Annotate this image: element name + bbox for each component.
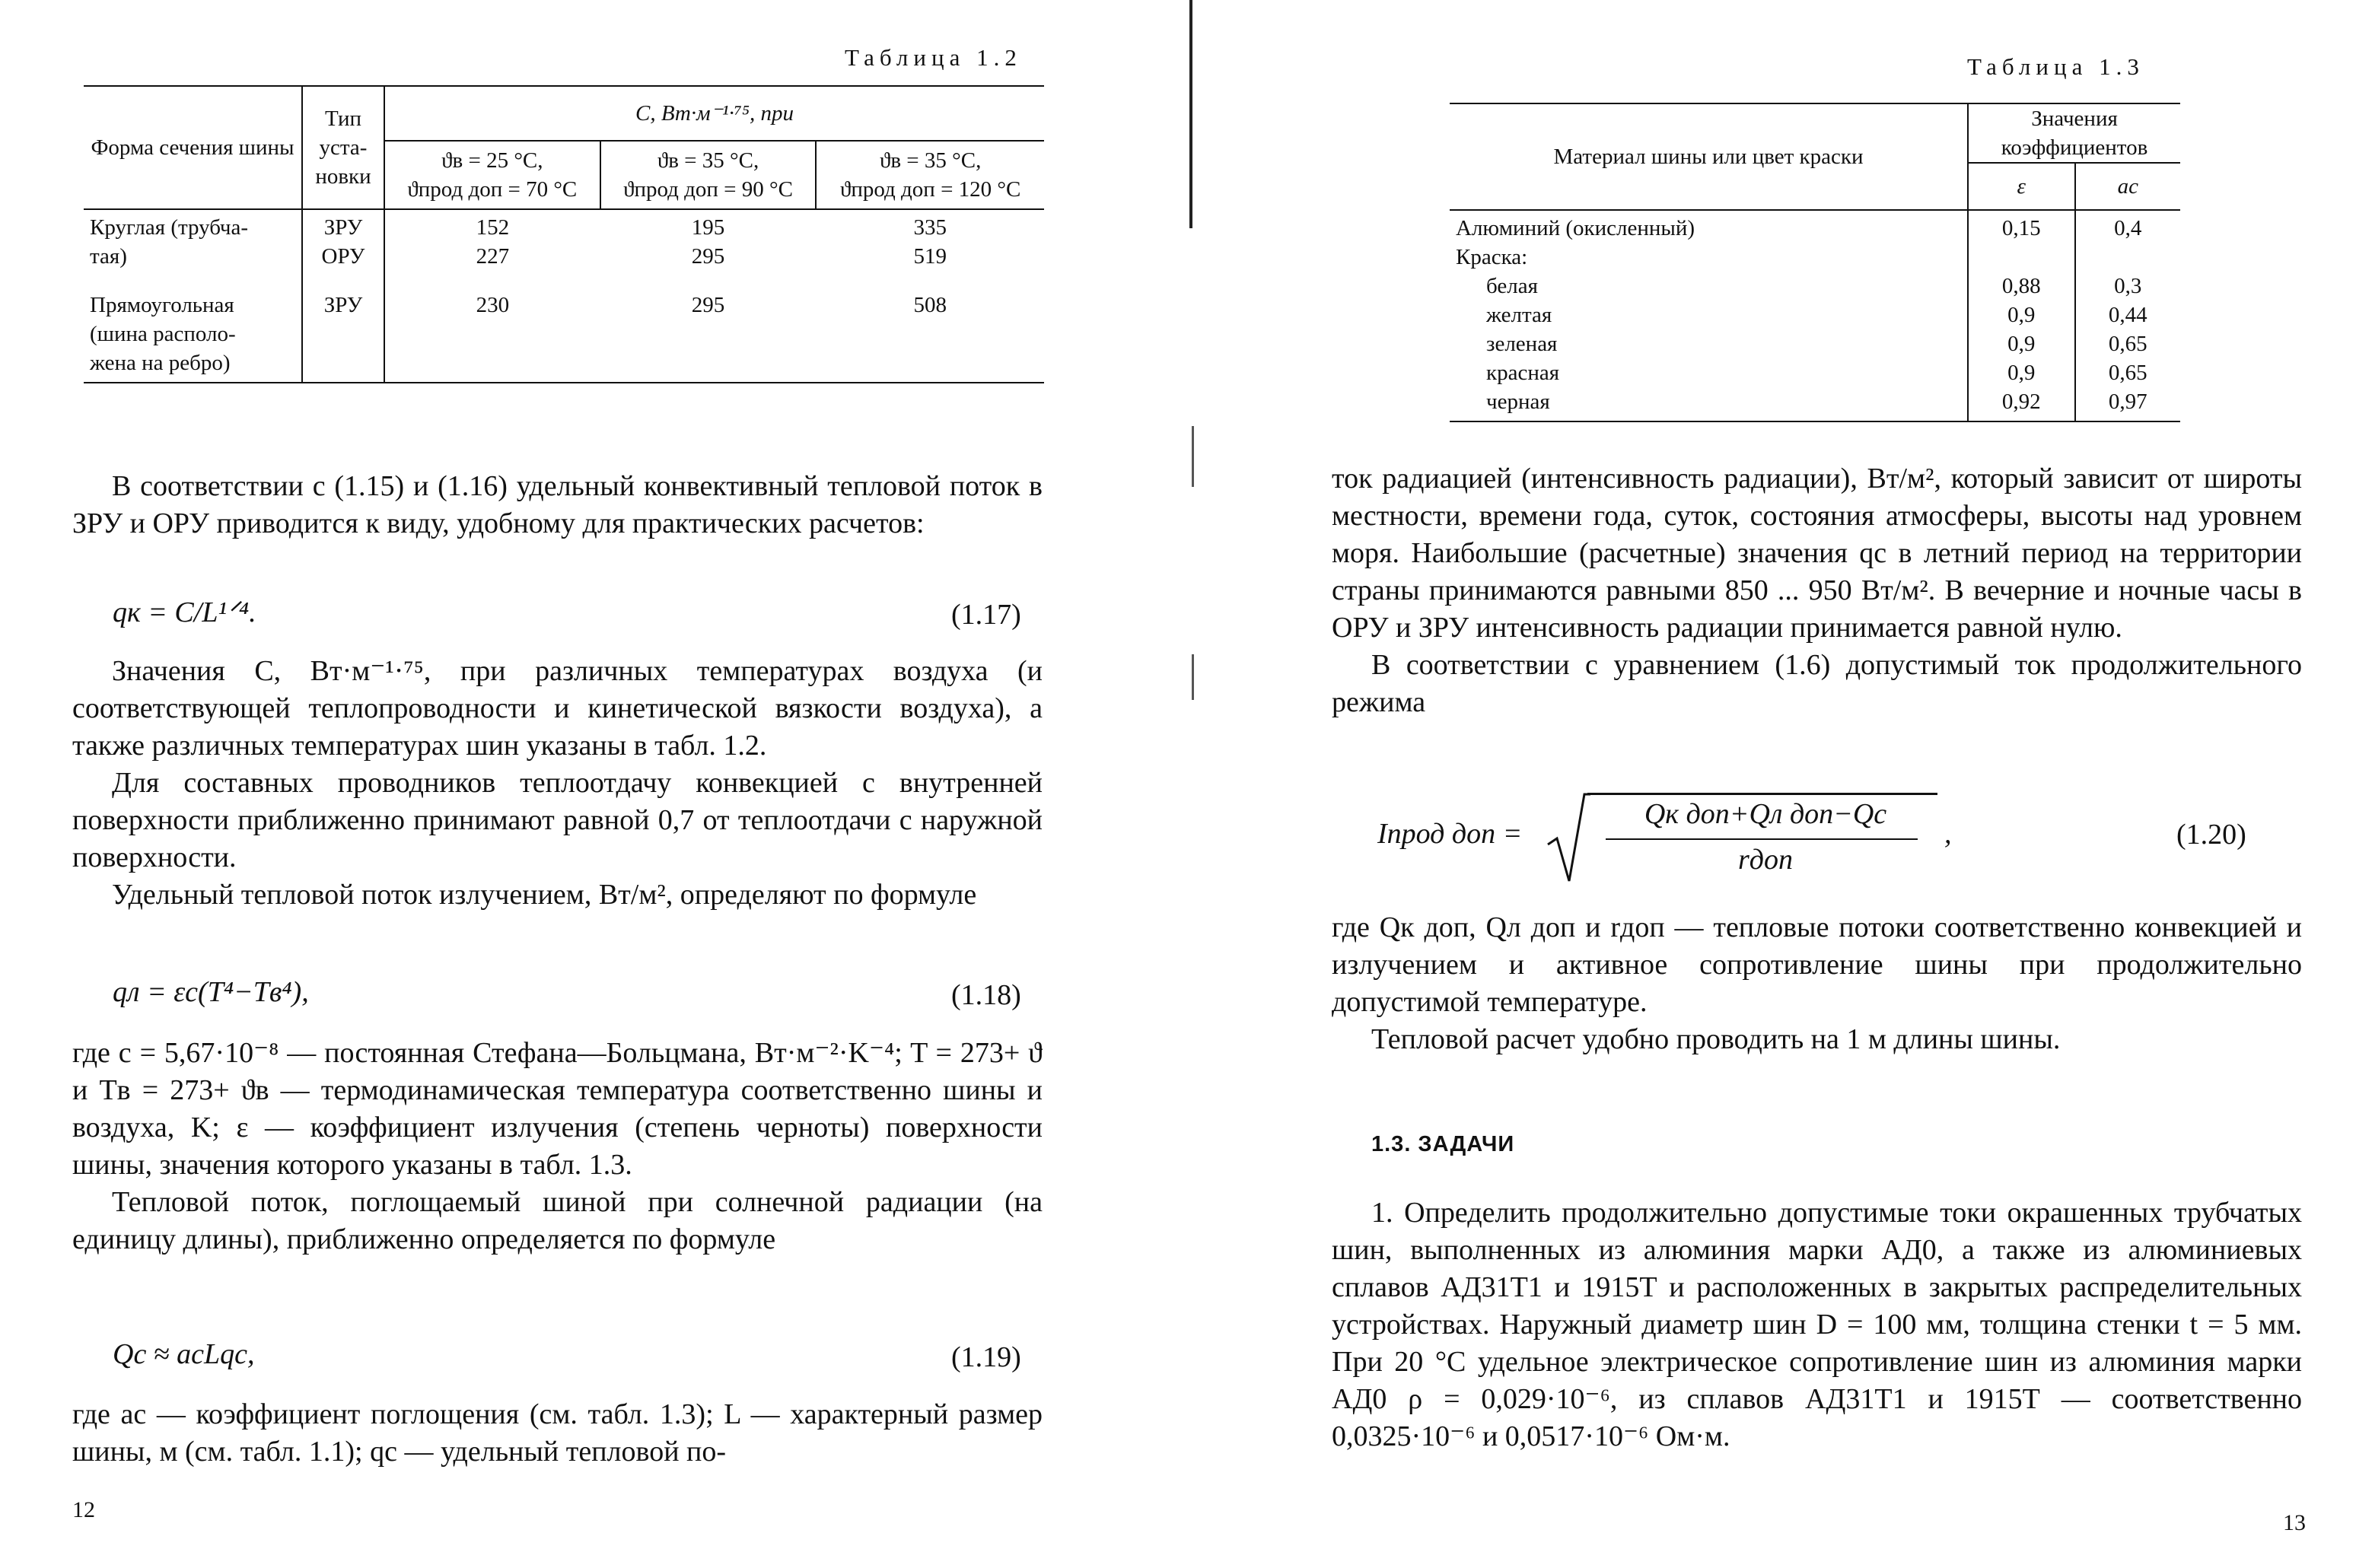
paragraph bbox=[72, 468, 1043, 542]
cell-value: 295 bbox=[691, 293, 725, 317]
paragraph bbox=[1332, 1194, 2302, 1455]
cond-3-air: ϑв = 35 °С, bbox=[880, 148, 982, 173]
table-row bbox=[84, 320, 1044, 348]
paragraph-text: В соответствии с уравнением (1.6) допустимый ток продолжительного режима bbox=[1332, 649, 2302, 718]
table-row bbox=[1450, 301, 2180, 329]
cell-ac: 0,3 bbox=[2114, 274, 2142, 298]
cell-eps: 0,88 bbox=[1968, 272, 2075, 301]
paragraph-text: ток радиацией (интенсивность радиации), Вт/м², который зависит от широты местности, времени года, суток, состояния атмосферы, высоты над уровнем моря. Наибольшие (расчетные) значения qc в летний период на территории страны принимаются равными 850 ... 950 Вт/м². В вечерние и ночные часы в ОРУ и ЗРУ интенсивность радиации принимается равной нулю. bbox=[1332, 463, 2302, 644]
cell-material: белая bbox=[1450, 272, 1968, 301]
eq20-numerator: Qк доп+Qл доп−Qс bbox=[1644, 798, 1887, 830]
header-eps: ε bbox=[1968, 163, 2075, 210]
header-c: C, Вт·м⁻¹·⁷⁵, при bbox=[384, 86, 1044, 141]
cell-type: ОРУ bbox=[302, 242, 384, 291]
equation-1-20 bbox=[1377, 791, 2169, 883]
equation-number: (1.19) bbox=[951, 1341, 1021, 1373]
header-material: Материал шины или цвет краски bbox=[1450, 103, 1968, 210]
paragraph-text: Тепловой расчет удобно проводить на 1 м длины шины. bbox=[1371, 1023, 2061, 1055]
paragraph-block bbox=[72, 1035, 1043, 1258]
paragraph-block bbox=[1332, 460, 2302, 721]
header-cond-2 bbox=[600, 141, 817, 209]
cell-type: ЗРУ bbox=[302, 209, 384, 242]
table-1-3 bbox=[1450, 103, 2180, 422]
cond-2-air: ϑв = 35 °С, bbox=[657, 148, 759, 173]
cell-form: тая) bbox=[84, 242, 302, 291]
cell-eps: 0,9 bbox=[1968, 358, 2075, 387]
cell-ac: 0,65 bbox=[2108, 332, 2147, 356]
cond-3-bus: ϑпрод доп = 120 °С bbox=[840, 177, 1021, 202]
eq20-denominator: rдоп bbox=[1737, 844, 1793, 876]
header-ac: ac bbox=[2075, 163, 2180, 210]
header-cond-3 bbox=[816, 141, 1044, 209]
cell-ac: 0,97 bbox=[2108, 390, 2147, 414]
table-row bbox=[84, 242, 1044, 291]
paragraph-block bbox=[72, 653, 1043, 914]
equation-1-18: qл = εc(T⁴−Tв⁴), bbox=[113, 976, 309, 1008]
cell-material: Краска: bbox=[1450, 243, 1968, 272]
section-heading: 1.3. ЗАДАЧИ bbox=[1371, 1132, 1515, 1156]
table-1-2 bbox=[84, 85, 1044, 383]
cell-value: 519 bbox=[913, 244, 947, 269]
fraction-bar bbox=[1606, 838, 1918, 840]
cell-value: 227 bbox=[476, 244, 510, 269]
cell-eps: 0,92 bbox=[1968, 387, 2075, 421]
table-row bbox=[84, 348, 1044, 383]
cell-value: 295 bbox=[691, 244, 725, 269]
table-row bbox=[1450, 243, 2180, 272]
cond-1-bus: ϑпрод доп = 70 °С bbox=[407, 177, 578, 202]
equation-number: (1.17) bbox=[951, 599, 1021, 631]
paragraph-text: где c = 5,67·10⁻⁸ — постоянная Стефана—Больцмана, Вт·м⁻²·K⁻⁴; T = 273+ ϑ и Tв = 273+ ϑв — термодинамическая температура соответственно шины и воздуха, K; ε — коэффициент излучения (степень черноты) поверхности шины, значения которого указаны в табл. 1.3. bbox=[72, 1037, 1043, 1181]
paragraph-text: Значения C, Вт·м⁻¹·⁷⁵, при различных температурах воздуха (и соответствующей теплопроводности и кинетической вязкости воздуха), а также различных температурах шин указаны в табл. 1.2. bbox=[72, 655, 1043, 762]
cell-value: 152 bbox=[476, 215, 510, 240]
paragraph-text: где Qк доп, Qл доп и rдоп — тепловые потоки соответственно конвекцией и излучением и активное сопротивление шины при продолжительно допустимой температуре. bbox=[1332, 911, 2302, 1018]
cell-eps: 0,9 bbox=[1968, 301, 2075, 329]
paragraph-text: Тепловой поток, поглощаемый шиной при солнечной радиации (на единицу длины), приближенно определяется по формуле bbox=[72, 1186, 1043, 1255]
cell-ac: 0,4 bbox=[2114, 216, 2142, 240]
cell-form: жена на ребро) bbox=[84, 348, 302, 383]
cell-empty bbox=[384, 348, 1044, 383]
eq20-comma: , bbox=[1944, 818, 1952, 850]
cell-value: 335 bbox=[913, 215, 947, 240]
cell-material: Алюминий (окисленный) bbox=[1450, 210, 1968, 243]
cell-material: черная bbox=[1450, 387, 1968, 421]
cond-2-bus: ϑпрод доп = 90 °С bbox=[623, 177, 793, 202]
table-row bbox=[1450, 387, 2180, 421]
eq20-lhs: Iпрод доп = bbox=[1377, 818, 1523, 850]
cell-form: Прямоугольная bbox=[84, 291, 302, 320]
sqrt-overline bbox=[1587, 793, 1937, 795]
cell-eps: 0,15 bbox=[1968, 210, 2075, 243]
cell-material: зеленая bbox=[1450, 329, 1968, 358]
table-row bbox=[1450, 358, 2180, 387]
equation-number: (1.20) bbox=[2176, 819, 2246, 851]
table-row bbox=[1450, 210, 2180, 243]
cell-value: 195 bbox=[691, 215, 725, 240]
equation-1-19: Qc ≈ acLqc, bbox=[113, 1338, 255, 1370]
paragraph-text: Удельный тепловой поток излучением, Вт/м², определяют по формуле bbox=[112, 879, 977, 911]
page-number: 12 bbox=[72, 1497, 95, 1522]
cell-form: Круглая (трубча- bbox=[84, 209, 302, 242]
cell-ac: 0,65 bbox=[2108, 361, 2147, 385]
cell-eps bbox=[1968, 243, 2075, 272]
equation-number: (1.18) bbox=[951, 979, 1021, 1011]
table-row bbox=[1450, 272, 2180, 301]
header-form: Форма сечения шины bbox=[84, 86, 302, 209]
sqrt-sign bbox=[1546, 791, 1592, 883]
paragraph-text: В соответствии с (1.15) и (1.16) удельный конвективный тепловой поток в ЗРУ и ОРУ приводится к виду, удобному для практических расчетов: bbox=[72, 470, 1043, 539]
cell-value: 230 bbox=[476, 293, 510, 317]
paragraph-text: где ac — коэффициент поглощения (см. табл. 1.3); L — характерный размер шины, м (см. табл. 1.1); qc — удельный тепловой по- bbox=[72, 1398, 1043, 1468]
table-row bbox=[1450, 329, 2180, 358]
right-page bbox=[1187, 0, 2356, 1568]
cell-ac bbox=[2075, 243, 2180, 272]
paragraph bbox=[72, 1396, 1043, 1471]
cell-empty bbox=[384, 320, 1044, 348]
cond-1-air: ϑв = 25 °С, bbox=[441, 148, 543, 173]
equation-1-17: qк = C/L¹ᐟ⁴. bbox=[113, 596, 256, 628]
cell-ac: 0,44 bbox=[2108, 303, 2147, 327]
cell-type: ЗРУ bbox=[302, 291, 384, 320]
paragraph-text: Для составных проводников теплоотдачу конвекцией с внутренней поверхности приближенно принимают равной 0,7 от теплоотдачи с наружной поверхности. bbox=[72, 767, 1043, 873]
table-row bbox=[84, 291, 1044, 320]
cell-material: красная bbox=[1450, 358, 1968, 387]
cell-type bbox=[302, 348, 384, 383]
cell-material: желтая bbox=[1450, 301, 1968, 329]
header-type: Тип уста-новки bbox=[302, 86, 384, 209]
page-number: 13 bbox=[2283, 1510, 2306, 1535]
table-caption: Таблица 1.3 bbox=[1967, 53, 2144, 80]
cell-form: (шина располо- bbox=[84, 320, 302, 348]
paragraph-text: 1. Определить продолжительно допустимые токи окрашенных трубчатых шин, выполненных из алюминия марки АД0, а также из алюминиевых сплавов АД31Т1 и 1915Т и расположенных в закрытых распределительных устройствах. Наружный диаметр шин D = 100 мм, толщина стенки t = 5 мм. При 20 °С удельное электрическое сопротивление шин из алюминия марки АД0 ρ = 0,029·10⁻⁶, из сплавов АД31Т1 и 1915Т — соответственно 0,0325·10⁻⁶ и 0,0517·10⁻⁶ Ом·м. bbox=[1332, 1197, 2302, 1452]
table-row bbox=[84, 209, 1044, 242]
paragraph-block bbox=[1332, 909, 2302, 1058]
cell-type bbox=[302, 320, 384, 348]
cell-eps: 0,9 bbox=[1968, 329, 2075, 358]
cell-value: 508 bbox=[913, 293, 947, 317]
table-caption: Таблица 1.2 bbox=[845, 44, 1022, 71]
header-values: Значения коэффициентов bbox=[1968, 103, 2180, 163]
header-cond-1 bbox=[384, 141, 600, 209]
